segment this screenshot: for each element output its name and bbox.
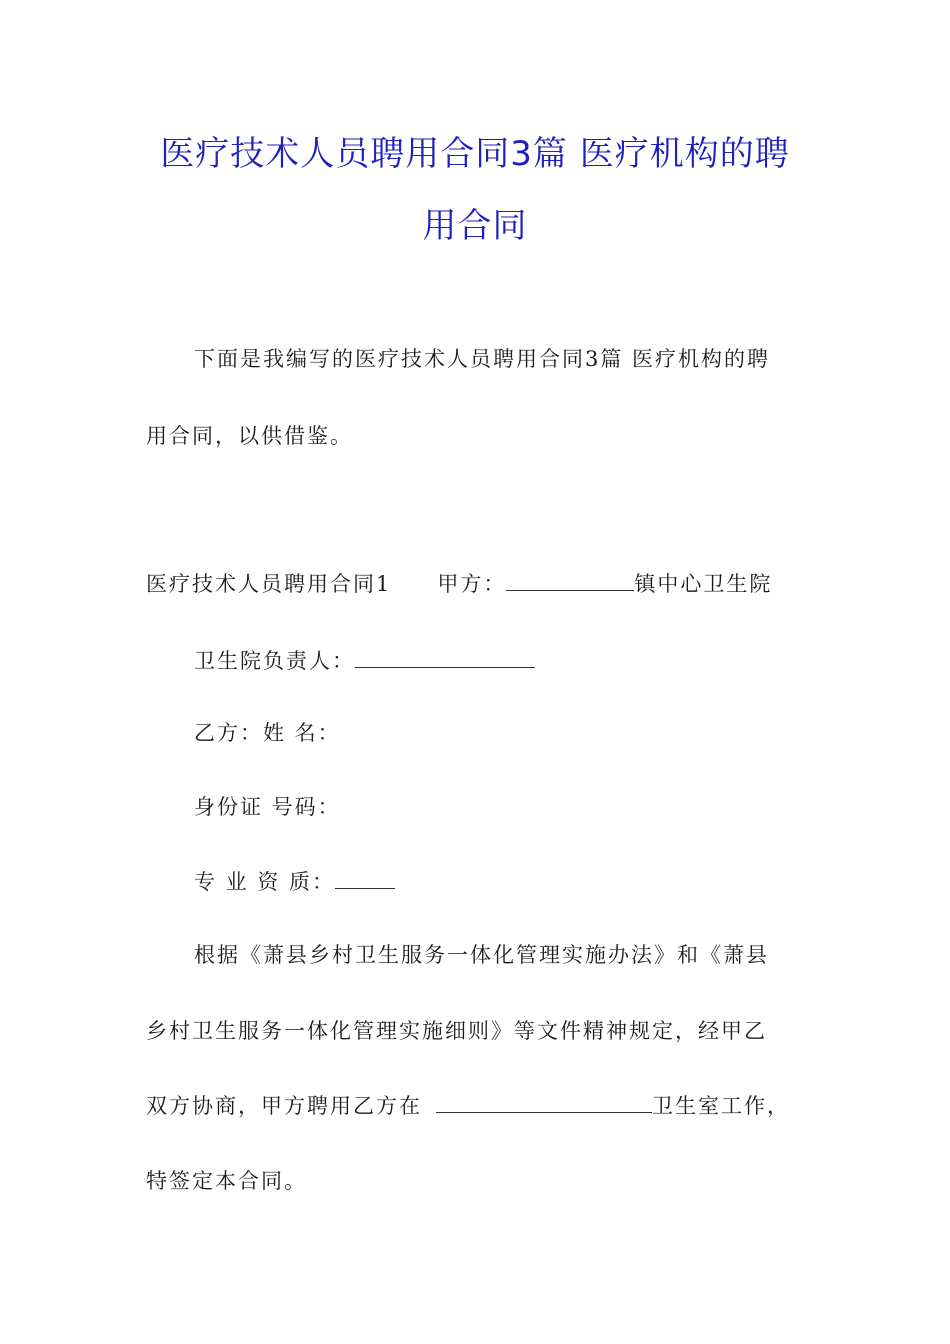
qualification-blank bbox=[335, 866, 395, 889]
body-line-4: 特签定本合同。 bbox=[146, 1169, 307, 1193]
body-line-3-prefix: 双方协商，甲方聘用乙方在 bbox=[146, 1094, 422, 1118]
intro-line-2: 用合同，以供借鉴。 bbox=[146, 424, 353, 448]
hospital-head-row bbox=[194, 645, 535, 676]
id-number-label: 身份证 号码： bbox=[194, 795, 341, 819]
party-a-blank bbox=[506, 568, 634, 591]
hospital-head-label: 卫生院负责人： bbox=[194, 649, 355, 673]
contract-heading-row bbox=[146, 568, 772, 599]
hospital-head-blank bbox=[355, 645, 535, 668]
party-b-name-label: 乙方：姓 名： bbox=[194, 721, 341, 745]
body-line-3-suffix: 卫生室工作， bbox=[652, 1094, 790, 1118]
party-a-suffix: 镇中心卫生院 bbox=[634, 572, 773, 596]
document-title-line-2: 用合同 bbox=[422, 206, 528, 246]
qualification-label: 专 业 资 质： bbox=[194, 870, 336, 894]
body-line-3 bbox=[146, 1090, 790, 1121]
clinic-blank bbox=[436, 1090, 652, 1113]
contract-heading: 医疗技术人员聘用合同1 bbox=[146, 572, 392, 596]
qualification-row bbox=[194, 866, 395, 897]
body-line-2: 乡村卫生服务一体化管理实施细则》等文件精神规定，经甲乙 bbox=[146, 1019, 767, 1043]
body-line-1: 根据《萧县乡村卫生服务一体化管理实施办法》和《萧县 bbox=[194, 943, 769, 967]
party-a-label: 甲方： bbox=[437, 572, 507, 596]
intro-line-1: 下面是我编写的医疗技术人员聘用合同3篇 医疗机构的聘 bbox=[194, 347, 771, 371]
document-title-line-1: 医疗技术人员聘用合同3篇 医疗机构的聘 bbox=[160, 134, 790, 174]
